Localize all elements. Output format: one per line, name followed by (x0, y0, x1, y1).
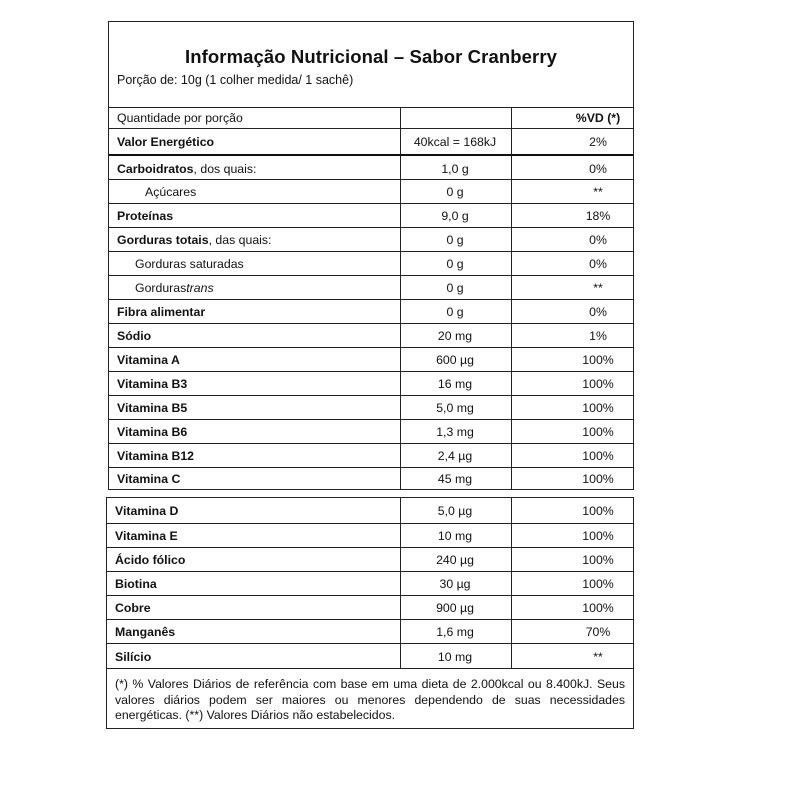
nutrient-vd: 100% (582, 449, 614, 463)
nutrient-amount: 16 mg (437, 377, 473, 391)
table-row (109, 371, 633, 396)
footnote-box (106, 668, 634, 729)
nutrient-vd: 100% (582, 577, 614, 591)
nutrient-amount: 0 g (446, 305, 464, 319)
table-row (107, 571, 633, 596)
nutrient-amount: 10 mg (437, 649, 473, 664)
table-row (109, 395, 633, 420)
nutrient-amount: 0 g (446, 185, 464, 199)
nutrient-amount: 0 g (446, 281, 464, 295)
nutrient-amount: 900 µg (436, 601, 474, 615)
table-header-row (109, 108, 633, 128)
nutrient-vd: 1% (589, 329, 607, 343)
nutrient-amount: 10 mg (437, 529, 473, 543)
nutrient-vd: 100% (582, 601, 614, 615)
nutrient-vd: 100% (582, 353, 614, 367)
nutrient-vd: ** (593, 649, 603, 664)
nutrient-name: Cobre (115, 601, 151, 615)
nutrient-vd: 100% (582, 472, 614, 486)
nutrient-vd: 100% (582, 503, 614, 518)
nutrient-name: Vitamina B3 (117, 377, 188, 391)
table-row (109, 203, 633, 228)
nutrient-amount: 5,0 µg (437, 503, 473, 518)
nutrient-vd: 2% (589, 135, 607, 149)
nutrient-name-suffix: , das quais: (208, 233, 272, 247)
table-row (107, 619, 633, 644)
nutrient-name: Açúcares (145, 185, 197, 199)
nutrient-name: Gorduras saturadas (135, 257, 244, 271)
nutrient-amount: 240 µg (436, 553, 474, 567)
table-row (107, 643, 633, 669)
nutrient-amount: 40kcal = 168kJ (413, 135, 497, 149)
nutrient-vd: 70% (585, 625, 611, 639)
nutrition-table-main (108, 107, 634, 490)
table-row (109, 443, 633, 468)
nutrient-vd: ** (593, 281, 603, 295)
nutrient-name: Vitamina B5 (117, 401, 188, 415)
table-row (107, 523, 633, 548)
table-row (109, 275, 633, 300)
nutrient-amount: 45 mg (437, 472, 473, 486)
table-row (109, 419, 633, 444)
table-row (107, 547, 633, 572)
nutrient-vd: 100% (582, 425, 614, 439)
nutrient-vd: 100% (582, 401, 614, 415)
nutrient-name: Vitamina B12 (117, 449, 195, 463)
nutrient-name-cell (117, 156, 256, 181)
nutrient-amount: 9,0 g (441, 209, 469, 223)
label-header (108, 21, 634, 108)
nutrient-name: Vitamina D (115, 503, 179, 518)
nutrient-name-cell (135, 276, 214, 300)
nutrient-amount: 1,0 g (441, 161, 469, 176)
nutrient-vd: 100% (582, 377, 614, 391)
nutrient-name: Silício (115, 649, 152, 664)
nutrient-name: Proteínas (117, 209, 174, 223)
nutrient-name-suffix: trans (186, 281, 214, 295)
nutrient-name: Vitamina C (117, 472, 181, 486)
nutrition-table-continued (106, 497, 634, 669)
column-header-amount (400, 108, 510, 128)
nutrient-amount: 30 µg (439, 577, 471, 591)
table-row (109, 299, 633, 324)
serving-size: Porção de: 10g (1 colher medida/ 1 sachê) (117, 73, 354, 87)
column-header-quantity: Quantidade por porção (117, 111, 243, 125)
table-row (109, 323, 633, 348)
nutrient-amount: 1,3 mg (436, 425, 474, 439)
column-header-vd: %VD (*) (575, 111, 621, 125)
table-row (109, 154, 633, 181)
table-row (109, 251, 633, 276)
nutrient-amount: 20 mg (437, 329, 473, 343)
nutrient-name: Carboidratos (117, 161, 194, 176)
nutrient-vd: 0% (589, 305, 607, 319)
nutrient-vd: 100% (582, 529, 614, 543)
table-row (109, 128, 633, 155)
nutrient-name: Gorduras totais (117, 233, 209, 247)
nutrient-name: Gorduras (135, 281, 187, 295)
nutrient-name: Valor Energético (117, 135, 215, 149)
label-title: Informação Nutricional – Sabor Cranberry (184, 46, 558, 67)
footnote-text: (*) % Valores Diários de referência com base em uma dieta de 2.000kcal ou 8.400kJ. Seus valores diários podem ser maiores ou menores dependendo de suas necessidades energéticas. (**) Valores Diários não estabelecidos. (115, 677, 625, 722)
nutrient-amount: 600 µg (436, 353, 474, 367)
nutrient-vd: 100% (582, 553, 614, 567)
nutrient-amount: 5,0 mg (436, 401, 474, 415)
nutrient-amount: 2,4 µg (437, 449, 473, 463)
table-row (109, 347, 633, 372)
table-row (109, 467, 633, 490)
nutrient-name: Fibra alimentar (117, 305, 206, 319)
nutrient-vd: 0% (589, 161, 607, 176)
nutrient-name-suffix: , dos quais: (193, 161, 257, 176)
nutrient-name: Vitamina E (115, 529, 178, 543)
table-row (107, 595, 633, 620)
table-row (109, 179, 633, 204)
nutrient-name: Sódio (117, 329, 152, 343)
nutrient-name: Vitamina B6 (117, 425, 188, 439)
nutrient-name: Biotina (115, 577, 157, 591)
nutrient-name: Vitamina A (117, 353, 180, 367)
nutrient-vd: 0% (589, 257, 607, 271)
nutrient-vd: 18% (585, 209, 611, 223)
nutrient-name: Ácido fólico (115, 553, 186, 567)
nutrient-vd: ** (593, 185, 603, 199)
nutrient-amount: 0 g (446, 257, 464, 271)
table-row (107, 498, 633, 523)
table-row (109, 227, 633, 252)
nutrient-amount: 0 g (446, 233, 464, 247)
nutrient-amount: 1,6 mg (436, 625, 474, 639)
nutrient-vd: 0% (589, 233, 607, 247)
nutrient-name: Manganês (115, 625, 176, 639)
nutrient-name-cell (117, 228, 271, 252)
